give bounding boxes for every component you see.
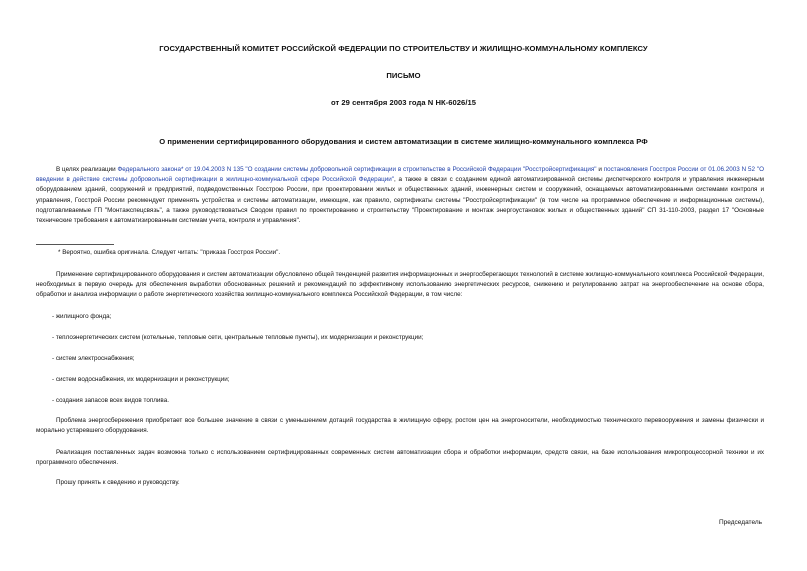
date-number-heading: от 29 сентября 2003 года N НК-6026/15 [330,98,477,107]
paragraph-closing: Прошу принять к сведению и руководству. [56,479,180,486]
list-item: - создания запасов всех видов топлива. [52,397,169,404]
doc-type-heading: ПИСЬМО [386,71,421,80]
list-item: - теплоэнергетических систем (котельные, тепловые сети, центральные тепловые пункты), их модернизации и реконструкции; [52,334,424,341]
paragraph-application: Применение сертифицированного оборудования и систем автоматизации обусловлено общей тенденцией развития информационных и энергосберегающих технологий в системе жилищно-коммунального комплекса Российской Федерации, необходимых в первую очередь для обеспечения выработки обоснованных решений и рекомендаций по эффективному использованию энергетических ресурсов, снижению и регулированию затрат на энергообеспечение на основе сбора, обработки и анализа информации о работе энергетического хозяйства жилищно-коммунального комплекса Российской Федерации, в том числе: [36,271,764,299]
paragraph-energy-saving: Проблема энергосбережения приобретает все большее значение в связи с уменьшением дотаций государства в жилищную сферу, ростом цен на энергоносители, необходимостью технического перевооружения и замены физически и морально устаревшего оборудования. [36,417,764,435]
gosstroy-decree-link[interactable]: постановления Госстроя России от 01.06.2003 N 52 "О введении в действие системы добровольной сертификации в жилищно-коммунальной сфере Российской Федерации" [36,166,764,184]
paragraph-intro [36,165,764,226]
committee-heading: ГОСУДАРСТВЕННЫЙ КОМИТЕТ РОССИЙСКОЙ ФЕДЕРАЦИИ ПО СТРОИТЕЛЬСТВУ И ЖИЛИЩНО-КОММУНАЛЬНОМУ КОМПЛЕКСУ [159,44,648,53]
federal-law-link[interactable]: Федерального закона [117,166,181,173]
list-item: - систем водоснабжения, их модернизации и реконструкции; [52,376,230,383]
federal-law-link-tail[interactable]: * от 19.04.2003 N 135 "О создании системы добровольной сертификации в строительстве в Российской Федерации "Росстройсертификация" [180,166,597,173]
subject-heading: О применении сертифицированного оборудования и систем автоматизации в системе жилищно-коммунального комплекса РФ [159,137,648,146]
paragraph-implementation: Реализация поставленных задач возможна только с использованием сертифицированных современных систем автоматизации сбора и обработки информации, средств связи, на базе использования микропроцессорной техники и их программного обеспечения. [36,449,764,467]
intro-text-3: и [596,166,604,173]
intro-text-4: , а также в связи с созданием единой автоматизированной системы диспетчерского контроля и управления инженерным оборудованием зданий, сооружений и предприятий, подведомственных Госстрою России, при проектировании жилых и общественных зданий, инженерных систем и сооружений, оснащаемых автоматизированными системами контроля и управления, Госстрой России рекомендует применять устройства и системы автоматизации, имеющие, как правило, сертификаты системы "Росстройсертификации" (в том числе на программное обеспечение и информационные системы), подготавливаемые ГП "Монтажспецсвязь", а также руководствоваться Сводом правил по проектированию и строительству "Проектирование и монтаж энергоустановок жилых и общественных зданий" СП 31-110-2003, раздел 17 "Основные технические требования к автоматизированным системам учета, контроля и управления". [36,176,764,225]
footnote: * Вероятно, ошибка оригинала. Следует читать: "приказа Госстроя России". [58,249,281,256]
footnote-divider [36,244,114,245]
list-item: - систем электроснабжения; [52,355,135,362]
signature-chairman: Председатель [719,519,763,526]
intro-text-1: В целях реализации [56,166,118,173]
list-item: - жилищного фонда; [52,313,112,320]
